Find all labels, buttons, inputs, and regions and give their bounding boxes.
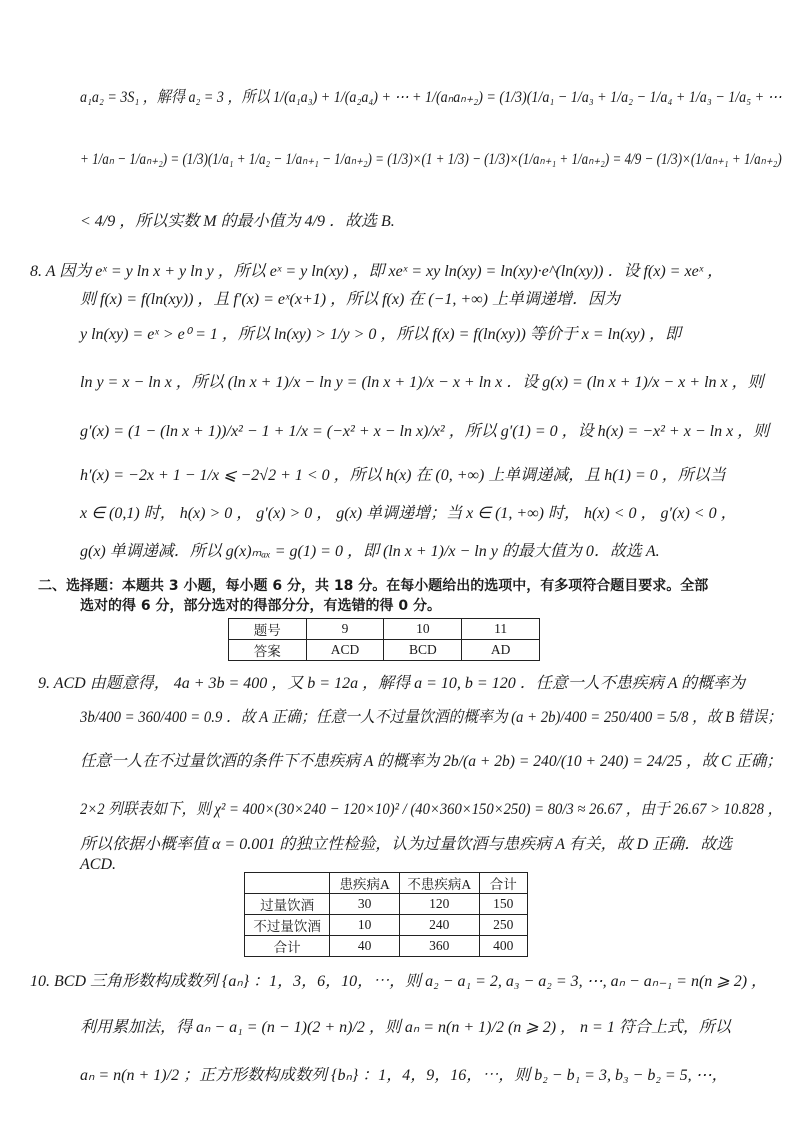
section-heading-line-1: 二、选择题：本题共 3 小题，每小题 6 分，共 18 分。在每小题给出的选项中，有多项符合题目要求。全部	[38, 578, 709, 594]
table-cell: 合计	[479, 873, 527, 894]
table-cell: 400	[479, 936, 527, 957]
answer-table-row	[229, 619, 540, 640]
solution-7-line-2: + 1/aₙ − 1/aₙ₊₂) = (1/3)(1/a₁ + 1/a₂ − 1/aₙ₊₁ − 1/aₙ₊₂) = (1/3)×(1 + 1/3) − (1/3)×(1/aₙ₊₁ + 1/aₙ₊₂) = 4/9 − (1/3)×(1/aₙ₊₁ + 1/aₙ₊₂)	[80, 151, 782, 168]
table-cell: 过量饮酒	[245, 894, 330, 915]
solution-9-line-5: 所以依据小概率值 α = 0.001 的独立性检验，认为过量饮酒与患疾病 A 有关，故 D 正确．故选	[80, 836, 733, 853]
table-cell: 10	[330, 915, 400, 936]
solution-8-line-7: x ∈ (0,1) 时， h(x) > 0 ， g′(x) > 0 ， g(x) 单调递增；当 x ∈ (1, +∞) 时， h(x) < 0 ， g′(x) < 0 ，	[80, 505, 737, 522]
table-cell: AD	[462, 640, 540, 661]
table-cell: 题号	[229, 619, 307, 640]
table-cell: 240	[400, 915, 480, 936]
table-cell: 不患疾病A	[400, 873, 480, 894]
solution-7-line-1: a₁a₂ = 3S₁ ，解得 a₂ = 3 ，所以 1/(a₁a₃) + 1/(a₂a₄) + ⋯ + 1/(aₙaₙ₊₂) = (1/3)(1/a₁ − 1/a₃ + 1/a₂ − 1/a₄ + 1/a₃ − 1/a₅ + ⋯	[80, 89, 782, 106]
table-cell: 360	[400, 936, 480, 957]
table-row	[245, 936, 528, 957]
table-row	[245, 894, 528, 915]
table-cell: 150	[479, 894, 527, 915]
solution-8-line-2: 则 f(x) = f(ln(xy)) ，且 f′(x) = eˣ(x+1) ，所以 f(x) 在 (−1, +∞) 上单调递增．因为	[80, 291, 620, 308]
solution-10-line-3: aₙ = n(n + 1)/2 ；正方形数构成数列 {bₙ} ：1，4，9，16，⋯，则 b₂ − b₁ = 3, b₃ − b₂ = 5, ⋯，	[80, 1067, 728, 1084]
table-cell: 10	[384, 619, 462, 640]
table-row	[245, 915, 528, 936]
table-cell: 11	[462, 619, 540, 640]
table-cell: 120	[400, 894, 480, 915]
table-cell: 9	[306, 619, 384, 640]
solution-9-line-2: 3b/400 = 360/400 = 0.9 ．故 A 正确；任意一人不过量饮酒的概率为 (a + 2b)/400 = 250/400 = 5/8 ，故 B 错误；	[80, 709, 783, 726]
table-cell: 合计	[245, 936, 330, 957]
solution-8-line-1: 8. A 因为 eˣ = y ln x + y ln y ，所以 eˣ = y ln(xy) ，即 xeˣ = xy ln(xy) = ln(xy)·e^(ln(xy)) ．设 f(x) = xeˣ ，	[30, 263, 724, 280]
solution-10-line-1: 10. BCD 三角形数构成数列 {aₙ} ：1，3，6，10，⋯，则 a₂ − a₁ = 2, a₃ − a₂ = 3, ⋯, aₙ − aₙ₋₁ = n(n ⩾ 2) ，	[30, 973, 768, 990]
solution-9-line-6: ACD.	[80, 856, 116, 873]
table-cell: BCD	[384, 640, 462, 661]
table-cell: 250	[479, 915, 527, 936]
solution-7-line-3: < 4/9 ，所以实数 M 的最小值为 4/9 ．故选 B.	[80, 213, 395, 230]
solution-9-line-4: 2×2 列联表如下，则 χ² = 400×(30×240 − 120×10)² / (40×360×150×250) = 80/3 ≈ 26.67 ，由于 26.67 > 10.828 ，	[80, 801, 783, 818]
solution-8-line-4: ln y = x − ln x ，所以 (ln x + 1)/x − ln y = (ln x + 1)/x − x + ln x ．设 g(x) = (ln x + 1)/x − x + ln x ，则	[80, 374, 764, 391]
answer-table-row	[229, 640, 540, 661]
section-heading-line-2: 选对的得 6 分，部分选对的得部分分，有选错的得 0 分。	[80, 598, 441, 614]
table-cell: 40	[330, 936, 400, 957]
contingency-table	[244, 872, 528, 957]
solution-8-line-5: g′(x) = (1 − (ln x + 1))/x² − 1 + 1/x = (−x² + x − ln x)/x² ，所以 g′(1) = 0 ，设 h(x) = −x² + x − ln x ，则	[80, 423, 770, 440]
solution-8-line-6: h′(x) = −2x + 1 − 1/x ⩽ −2√2 + 1 < 0 ，所以 h(x) 在 (0, +∞) 上单调递减，且 h(1) = 0 ，所以当	[80, 467, 726, 484]
solution-8-line-8: g(x) 单调递减．所以 g(x)ₘₐₓ = g(1) = 0 ，即 (ln x + 1)/x − ln y 的最大值为 0．故选 A.	[80, 543, 660, 560]
solution-8-line-3: y ln(xy) = eˣ > e⁰ = 1 ，所以 ln(xy) > 1/y > 0 ，所以 f(x) = f(ln(xy)) 等价于 x = ln(xy) ，即	[80, 326, 681, 343]
solution-10-line-2: 利用累加法，得 aₙ − a₁ = (n − 1)(2 + n)/2 ，则 aₙ = n(n + 1)/2 (n ⩾ 2) ， n = 1 符合上式，所以	[80, 1019, 731, 1036]
table-cell	[245, 873, 330, 894]
solution-9-line-1: 9. ACD 由题意得， 4a + 3b = 400 ，又 b = 12a ，解得 a = 10, b = 120 ．任意一人不患疾病 A 的概率为	[38, 675, 746, 692]
solution-9-line-3: 任意一人在不过量饮酒的条件下不患疾病 A 的概率为 2b/(a + 2b) = 240/(10 + 240) = 24/25 ，故 C 正确；	[80, 753, 783, 770]
table-cell: 30	[330, 894, 400, 915]
table-cell: ACD	[306, 640, 384, 661]
answer-table	[228, 618, 540, 661]
table-cell: 患疾病A	[330, 873, 400, 894]
table-cell: 答案	[229, 640, 307, 661]
table-header-row	[245, 873, 528, 894]
table-cell: 不过量饮酒	[245, 915, 330, 936]
